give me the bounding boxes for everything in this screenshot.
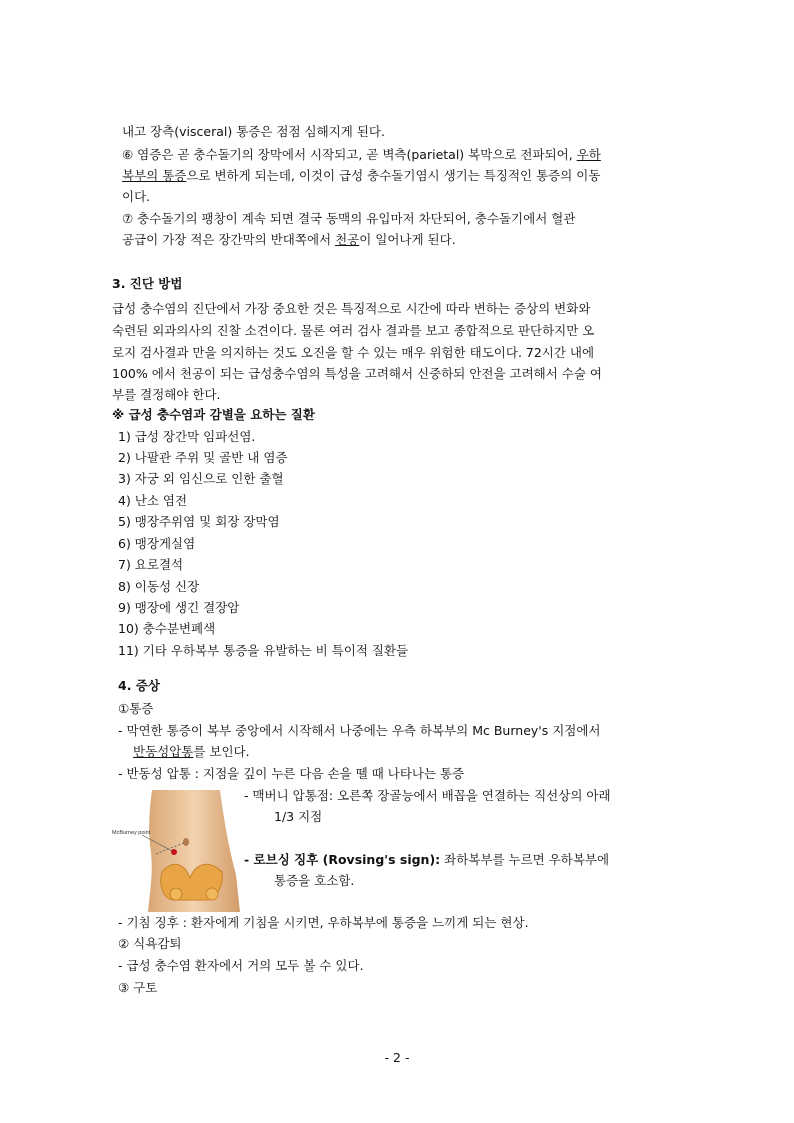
underlined-text: 반동성압통 xyxy=(133,744,194,759)
text: 으로 변하게 되는데, 이것이 급성 충수돌기염시 생기는 특징적인 통증의 이동 xyxy=(186,168,601,183)
text-line: - 기침 징후 : 환자에게 기침을 시키면, 우하복부에 통증을 느끼게 되는 현상. xyxy=(118,915,529,930)
text: 좌하복부를 누르면 우하복부에 xyxy=(440,852,610,867)
list-item: 2) 나팔관 주위 및 골반 내 염증 xyxy=(118,450,288,465)
list-item: 7) 요로결석 xyxy=(118,557,184,572)
underlined-text: 우하 xyxy=(576,147,601,162)
paragraph-line: 급성 충수염의 진단에서 가장 중요한 것은 특징적으로 시간에 따라 변하는 증상의 변화와 xyxy=(112,301,591,316)
underlined-text: 복부의 통증 xyxy=(122,168,187,183)
text-line xyxy=(122,188,150,206)
text-line xyxy=(122,123,385,141)
paragraph-line: 숙련된 외과의사의 진찰 소견이다. 물론 여러 검사 결과를 보고 종합적으로 판단하지만 오 xyxy=(112,323,595,338)
mcburney-point-marker xyxy=(171,849,177,855)
bold-text: - 로브싱 징후 (Rovsing's sign): xyxy=(244,852,441,867)
text: 를 보인다. xyxy=(193,744,250,759)
text-line: - 반동성 압통 : 지점을 깊이 누른 다음 손을 뗄 때 나타나는 통증 xyxy=(118,766,465,781)
page-number: - 2 - xyxy=(384,1050,410,1065)
text-line xyxy=(122,167,600,185)
list-item: 3) 자궁 외 임신으로 인한 출혈 xyxy=(118,471,284,486)
list-item: 4) 난소 염전 xyxy=(118,493,188,508)
text-line xyxy=(133,743,250,761)
subheading: ③ 구토 xyxy=(118,980,158,995)
text-line xyxy=(122,231,456,249)
paragraph-line: 로지 검사결과 만을 의지하는 것도 오진을 할 수 있는 매우 위험한 태도이다. 72시간 내에 xyxy=(112,345,595,360)
list-heading: ※ 급성 충수염과 감별을 요하는 질환 xyxy=(112,407,315,422)
paragraph-line: 부를 결정해야 한다. xyxy=(112,387,221,402)
figure-label: McBurney point xyxy=(112,830,151,836)
subheading: ② 식욕감퇴 xyxy=(118,936,182,951)
hip-joint xyxy=(206,888,218,900)
text: 내고 장측(visceral) 통증은 점점 심해지게 된다. xyxy=(122,124,385,139)
text: ⑦ 충수돌기의 팽창이 계속 되면 결국 동맥의 유입마저 차단되어, 충수돌기에서 혈관 xyxy=(122,211,576,226)
text-line xyxy=(122,210,575,228)
list-item: 8) 이동성 신장 xyxy=(118,579,200,594)
text: ⑥ 염증은 곧 충수돌기의 장막에서 시작되고, 곧 벽측(parietal) 복막으로 전파되어, xyxy=(122,147,577,162)
text-line: 1/3 지점 xyxy=(274,809,323,824)
text: 이다. xyxy=(122,189,151,204)
section-heading: 3. 진단 방법 xyxy=(112,276,183,291)
text-line xyxy=(244,851,609,869)
list-item: 5) 맹장주위염 및 회장 장막염 xyxy=(118,514,280,529)
underlined-text: 천공 xyxy=(335,232,360,247)
section-heading: 4. 증상 xyxy=(118,678,160,693)
list-item: 9) 맹장에 생긴 결장암 xyxy=(118,600,240,615)
text: 이 일어나게 된다. xyxy=(359,232,456,247)
list-item: 6) 맹장게실염 xyxy=(118,536,196,551)
text-line: - 맥버니 압통점: 오른쪽 장골능에서 배꼽을 연결하는 직선상의 아래 xyxy=(244,788,611,803)
hip-joint xyxy=(170,888,182,900)
list-item: 10) 충수분변폐색 xyxy=(118,621,216,636)
text-line: 통증을 호소함. xyxy=(274,873,355,888)
list-item: 11) 기타 우하복부 통증을 유발하는 비 특이적 질환들 xyxy=(118,643,409,658)
paragraph-line: 100% 에서 천공이 되는 급성충수염의 특성을 고려해서 신중하되 안전을 고려해서 수술 여 xyxy=(112,366,602,381)
text: 공급이 가장 적은 장간막의 반대쪽에서 xyxy=(122,232,336,247)
abdomen-illustration xyxy=(112,790,240,912)
list-item: 1) 급성 장간막 임파선염. xyxy=(118,429,256,444)
text-line xyxy=(122,146,601,164)
text-line: - 급성 충수염 환자에서 거의 모두 볼 수 있다. xyxy=(118,958,364,973)
text-line: - 막연한 통증이 복부 중앙에서 시작해서 나중에는 우측 하복부의 Mc Burney's 지점에서 xyxy=(118,723,601,738)
subheading: ①통증 xyxy=(118,701,154,716)
